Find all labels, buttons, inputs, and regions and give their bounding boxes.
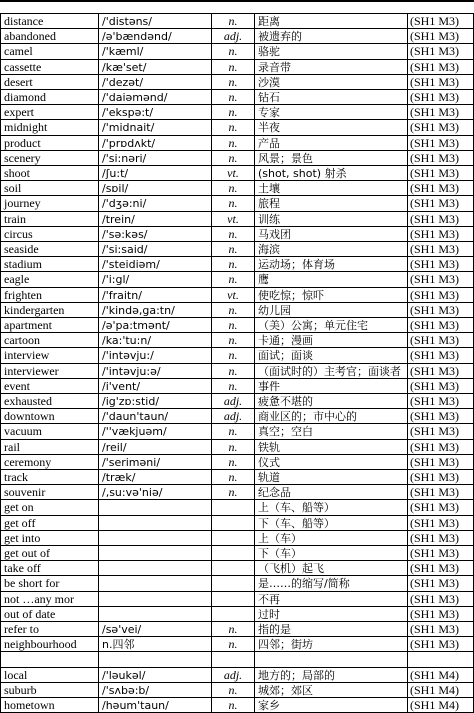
word-cell: downtown	[0, 409, 98, 423]
part-of-speech-cell: adj.	[211, 394, 254, 408]
table-row	[0, 317, 474, 332]
part-of-speech-cell: n.	[211, 242, 254, 256]
phonetic-cell: /'daun'taun/	[98, 409, 211, 423]
phonetic-cell: /'dezət/	[98, 75, 211, 89]
part-of-speech-cell: n.	[211, 424, 254, 438]
unit-cell: (SH1 M3)	[407, 90, 474, 104]
meaning-cell: 土壤	[254, 181, 407, 195]
word-cell: get on	[0, 500, 98, 514]
phonetic-cell: /'dʒə:ni/	[98, 196, 211, 210]
unit-cell: (SH1 M3)	[407, 531, 474, 545]
part-of-speech-cell: n.	[211, 90, 254, 104]
word-cell: stadium	[0, 257, 98, 271]
part-of-speech-cell	[211, 531, 254, 545]
phonetic-cell: n.四邻	[98, 637, 211, 651]
part-of-speech-cell	[211, 652, 254, 666]
table-row	[0, 43, 474, 58]
meaning-cell: 城郊；郊区	[254, 683, 407, 697]
phonetic-cell	[98, 652, 211, 666]
meaning-cell: 是……的缩写/简称	[254, 576, 407, 590]
meaning-cell: 真空；空白	[254, 424, 407, 438]
table-row	[0, 226, 474, 241]
table-row	[0, 165, 474, 180]
word-cell: desert	[0, 75, 98, 89]
part-of-speech-cell: n.	[211, 470, 254, 484]
meaning-cell: （面试时的）主考官；面谈者	[254, 364, 407, 378]
meaning-cell: 指的是	[254, 622, 407, 636]
unit-cell: (SH1 M3)	[407, 105, 474, 119]
part-of-speech-cell: n.	[211, 440, 254, 454]
table-row	[0, 150, 474, 165]
unit-cell: (SH1 M3)	[407, 181, 474, 195]
word-cell: hometown	[0, 698, 98, 712]
meaning-cell: 下（车）	[254, 546, 407, 560]
table-row	[0, 89, 474, 104]
part-of-speech-cell	[211, 592, 254, 606]
table-row	[0, 682, 474, 697]
unit-cell: (SH1 M3)	[407, 120, 474, 134]
table-row	[0, 241, 474, 256]
phonetic-cell	[98, 531, 211, 545]
meaning-cell: 专家	[254, 105, 407, 119]
unit-cell: (SH1 M3)	[407, 455, 474, 469]
word-cell: suburb	[0, 683, 98, 697]
phonetic-cell: /'ekspə:t/	[98, 105, 211, 119]
unit-cell: (SH1 M3)	[407, 272, 474, 286]
part-of-speech-cell	[211, 516, 254, 530]
meaning-cell: 训练	[254, 212, 407, 226]
meaning-cell: 上（车）	[254, 531, 407, 545]
word-cell: midnight	[0, 120, 98, 134]
part-of-speech-cell	[211, 546, 254, 560]
word-cell: product	[0, 136, 98, 150]
table-row	[0, 408, 474, 423]
part-of-speech-cell: n.	[211, 622, 254, 636]
word-cell: be short for	[0, 576, 98, 590]
meaning-cell: 不再	[254, 592, 407, 606]
word-cell: journey	[0, 196, 98, 210]
phonetic-cell	[98, 500, 211, 514]
word-cell: diamond	[0, 90, 98, 104]
phonetic-cell: /ə'pa:tmənt/	[98, 318, 211, 332]
unit-cell: (SH1 M3)	[407, 136, 474, 150]
unit-cell: (SH1 M4)	[407, 683, 474, 697]
word-cell: kindergarten	[0, 303, 98, 317]
part-of-speech-cell	[211, 607, 254, 621]
meaning-cell: 纪念品	[254, 485, 407, 499]
phonetic-cell: /'i:gl/	[98, 272, 211, 286]
meaning-cell: 疲惫不堪的	[254, 394, 407, 408]
word-cell: interviewer	[0, 364, 98, 378]
unit-cell: (SH1 M3)	[407, 227, 474, 241]
meaning-cell: 仪式	[254, 455, 407, 469]
meaning-cell: 四邻；街坊	[254, 637, 407, 651]
phonetic-cell: /'prɒdʌkt/	[98, 136, 211, 150]
table-row	[0, 135, 474, 150]
unit-cell: (SH1 M3)	[407, 14, 474, 28]
part-of-speech-cell	[211, 561, 254, 575]
meaning-cell: 轨道	[254, 470, 407, 484]
meaning-cell: （飞机）起飞	[254, 561, 407, 575]
part-of-speech-cell: n.	[211, 136, 254, 150]
word-cell: frighten	[0, 288, 98, 302]
meaning-cell: 幼儿园	[254, 303, 407, 317]
unit-cell: (SH1 M3)	[407, 622, 474, 636]
word-cell: camel	[0, 44, 98, 58]
part-of-speech-cell: vt.	[211, 212, 254, 226]
unit-cell: (SH1 M3)	[407, 318, 474, 332]
phonetic-cell: /həum'taun/	[98, 698, 211, 712]
unit-cell: (SH1 M3)	[407, 196, 474, 210]
phonetic-cell: /'daiəmənd/	[98, 90, 211, 104]
part-of-speech-cell: n.	[211, 120, 254, 134]
table-row	[0, 499, 474, 514]
table-row	[0, 302, 474, 317]
phonetic-cell: /''vækjuəm/	[98, 424, 211, 438]
phonetic-cell: /'intəvju:ə/	[98, 364, 211, 378]
meaning-cell: 鹰	[254, 272, 407, 286]
table-row	[0, 545, 474, 560]
word-cell: refer to	[0, 622, 98, 636]
word-cell: event	[0, 379, 98, 393]
unit-cell: (SH1 M3)	[407, 470, 474, 484]
table-row	[0, 180, 474, 195]
word-cell: get into	[0, 531, 98, 545]
word-cell: seaside	[0, 242, 98, 256]
meaning-cell: 商业区的；市中心的	[254, 409, 407, 423]
unit-cell: (SH1 M3)	[407, 576, 474, 590]
word-cell	[0, 652, 98, 666]
word-cell: get out of	[0, 546, 98, 560]
part-of-speech-cell: n.	[211, 455, 254, 469]
table-row	[0, 530, 474, 545]
word-cell: soil	[0, 181, 98, 195]
word-cell: get off	[0, 516, 98, 530]
meaning-cell: （美）公寓；单元住宅	[254, 318, 407, 332]
part-of-speech-cell	[211, 576, 254, 590]
meaning-cell: (shot, shot) 射杀	[254, 166, 407, 180]
unit-cell: (SH1 M3)	[407, 44, 474, 58]
meaning-cell: 旅程	[254, 196, 407, 210]
unit-cell: (SH1 M3)	[407, 440, 474, 454]
table-row	[0, 636, 474, 651]
part-of-speech-cell: n.	[211, 60, 254, 74]
phonetic-cell	[98, 607, 211, 621]
word-cell: not …any mor	[0, 592, 98, 606]
word-cell: apartment	[0, 318, 98, 332]
table-row	[0, 591, 474, 606]
unit-cell: (SH1 M3)	[407, 485, 474, 499]
phonetic-cell	[98, 561, 211, 575]
word-cell: circus	[0, 227, 98, 241]
word-cell: vacuum	[0, 424, 98, 438]
unit-cell: (SH1 M3)	[407, 348, 474, 362]
table-row	[0, 271, 474, 286]
table-row	[0, 560, 474, 575]
unit-cell: (SH1 M3)	[407, 333, 474, 347]
unit-cell: (SH1 M3)	[407, 212, 474, 226]
meaning-cell: 使吃惊；惊吓	[254, 288, 407, 302]
phonetic-cell: /ʃu:t/	[98, 166, 211, 180]
part-of-speech-cell: vt.	[211, 166, 254, 180]
unit-cell: (SH1 M3)	[407, 561, 474, 575]
table-row	[0, 211, 474, 226]
table-row	[0, 74, 474, 89]
unit-cell: (SH1 M3)	[407, 637, 474, 651]
meaning-cell: 马戏团	[254, 227, 407, 241]
word-cell: cartoon	[0, 333, 98, 347]
part-of-speech-cell: n.	[211, 196, 254, 210]
unit-cell: (SH1 M3)	[407, 516, 474, 530]
phonetic-cell: /ig'zɒ:stid/	[98, 394, 211, 408]
unit-cell: (SH1 M3)	[407, 75, 474, 89]
table-row	[0, 621, 474, 636]
phonetic-cell: /'si:said/	[98, 242, 211, 256]
word-cell: train	[0, 212, 98, 226]
table-row	[0, 104, 474, 119]
part-of-speech-cell: n.	[211, 257, 254, 271]
table-row	[0, 256, 474, 271]
meaning-cell: 卡通；漫画	[254, 333, 407, 347]
unit-cell: (SH1 M3)	[407, 151, 474, 165]
meaning-cell	[254, 652, 407, 666]
phonetic-cell	[98, 516, 211, 530]
part-of-speech-cell: n.	[211, 364, 254, 378]
word-cell: local	[0, 668, 98, 682]
phonetic-cell	[98, 546, 211, 560]
meaning-cell: 录音带	[254, 60, 407, 74]
word-cell: eagle	[0, 272, 98, 286]
part-of-speech-cell: n.	[211, 151, 254, 165]
word-cell: take off	[0, 561, 98, 575]
phonetic-cell: /'kində,ga:tn/	[98, 303, 211, 317]
unit-cell: (SH1 M3)	[407, 592, 474, 606]
part-of-speech-cell: n.	[211, 14, 254, 28]
table-row	[0, 347, 474, 362]
table-row	[0, 363, 474, 378]
phonetic-cell: /kæ'set/	[98, 60, 211, 74]
meaning-cell: 事件	[254, 379, 407, 393]
part-of-speech-cell: n.	[211, 637, 254, 651]
unit-cell: (SH1 M3)	[407, 60, 474, 74]
phonetic-cell: /'midnait/	[98, 120, 211, 134]
unit-cell: (SH1 M3)	[407, 394, 474, 408]
part-of-speech-cell: n.	[211, 333, 254, 347]
part-of-speech-cell: n.	[211, 348, 254, 362]
word-cell: neighbourhood	[0, 637, 98, 651]
word-cell: track	[0, 470, 98, 484]
table-row	[0, 119, 474, 134]
word-cell: interview	[0, 348, 98, 362]
table-row	[0, 575, 474, 590]
meaning-cell: 运动场；体育场	[254, 257, 407, 271]
meaning-cell: 海滨	[254, 242, 407, 256]
word-cell: rail	[0, 440, 98, 454]
meaning-cell: 骆驼	[254, 44, 407, 58]
phonetic-cell	[98, 592, 211, 606]
meaning-cell: 半夜	[254, 120, 407, 134]
phonetic-cell: /'distəns/	[98, 14, 211, 28]
meaning-cell: 面试；面谈	[254, 348, 407, 362]
table-row	[0, 195, 474, 210]
word-cell: souvenir	[0, 485, 98, 499]
phonetic-cell: /ka:'tu:n/	[98, 333, 211, 347]
table-row	[0, 287, 474, 302]
part-of-speech-cell: n.	[211, 44, 254, 58]
meaning-cell: 铁轨	[254, 440, 407, 454]
phonetic-cell: /'sə:kəs/	[98, 227, 211, 241]
meaning-cell: 沙漠	[254, 75, 407, 89]
part-of-speech-cell: n.	[211, 75, 254, 89]
phonetic-cell: /trein/	[98, 212, 211, 226]
part-of-speech-cell: n.	[211, 272, 254, 286]
part-of-speech-cell: vt.	[211, 288, 254, 302]
meaning-cell: 被遗弃的	[254, 29, 407, 43]
phonetic-cell: /'si:nəri/	[98, 151, 211, 165]
meaning-cell: 产品	[254, 136, 407, 150]
word-cell: shoot	[0, 166, 98, 180]
meaning-cell: 上（车、船等）	[254, 500, 407, 514]
phonetic-cell: /,su:və'niə/	[98, 485, 211, 499]
word-cell: cassette	[0, 60, 98, 74]
phonetic-cell: /'ləukəl/	[98, 668, 211, 682]
unit-cell: (SH1 M3)	[407, 500, 474, 514]
unit-cell: (SH1 M3)	[407, 166, 474, 180]
meaning-cell: 过时	[254, 607, 407, 621]
word-cell: distance	[0, 14, 98, 28]
phonetic-cell: /'fraitn/	[98, 288, 211, 302]
unit-cell	[407, 652, 474, 666]
phonetic-cell: /'steidiəm/	[98, 257, 211, 271]
meaning-cell: 距离	[254, 14, 407, 28]
meaning-cell: 下（车、船等）	[254, 516, 407, 530]
table-row	[0, 378, 474, 393]
part-of-speech-cell: n.	[211, 698, 254, 712]
table-row	[0, 13, 474, 28]
part-of-speech-cell: n.	[211, 303, 254, 317]
unit-cell: (SH1 M4)	[407, 668, 474, 682]
table-row	[0, 469, 474, 484]
phonetic-cell: /reil/	[98, 440, 211, 454]
unit-cell: (SH1 M3)	[407, 242, 474, 256]
table-row	[0, 393, 474, 408]
phonetic-cell	[98, 576, 211, 590]
part-of-speech-cell: n.	[211, 683, 254, 697]
unit-cell: (SH1 M3)	[407, 607, 474, 621]
table-row	[0, 606, 474, 621]
table-row	[0, 332, 474, 347]
table-row	[0, 697, 474, 712]
phonetic-cell: /i'vent/	[98, 379, 211, 393]
table-row	[0, 28, 474, 43]
word-cell: ceremony	[0, 455, 98, 469]
phonetic-cell: /sə'vei/	[98, 622, 211, 636]
phonetic-cell: /sɒil/	[98, 181, 211, 195]
phonetic-cell: /træk/	[98, 470, 211, 484]
meaning-cell: 地方的；局部的	[254, 668, 407, 682]
phonetic-cell: /'kæml/	[98, 44, 211, 58]
part-of-speech-cell: n.	[211, 318, 254, 332]
table-row	[0, 59, 474, 74]
word-cell: exhausted	[0, 394, 98, 408]
blank-row	[0, 651, 474, 666]
part-of-speech-cell: adj.	[211, 29, 254, 43]
part-of-speech-cell: adj.	[211, 668, 254, 682]
part-of-speech-cell: n.	[211, 181, 254, 195]
table-row	[0, 423, 474, 438]
table-top-border	[0, 0, 474, 2]
table-row	[0, 454, 474, 469]
unit-cell: (SH1 M3)	[407, 409, 474, 423]
unit-cell: (SH1 M3)	[407, 288, 474, 302]
meaning-cell: 家乡	[254, 698, 407, 712]
phonetic-cell: /'sʌbə:b/	[98, 683, 211, 697]
unit-cell: (SH1 M3)	[407, 424, 474, 438]
part-of-speech-cell: n.	[211, 227, 254, 241]
unit-cell: (SH1 M3)	[407, 546, 474, 560]
unit-cell: (SH1 M3)	[407, 29, 474, 43]
unit-cell: (SH1 M4)	[407, 698, 474, 712]
part-of-speech-cell: n.	[211, 379, 254, 393]
meaning-cell: 钻石	[254, 90, 407, 104]
phonetic-cell: /'seriməni/	[98, 455, 211, 469]
part-of-speech-cell	[211, 500, 254, 514]
word-cell: scenery	[0, 151, 98, 165]
meaning-cell: 风景；景色	[254, 151, 407, 165]
unit-cell: (SH1 M3)	[407, 364, 474, 378]
table-row	[0, 484, 474, 499]
unit-cell: (SH1 M3)	[407, 379, 474, 393]
part-of-speech-cell: n.	[211, 105, 254, 119]
phonetic-cell: /'intəvju:/	[98, 348, 211, 362]
unit-cell: (SH1 M3)	[407, 303, 474, 317]
word-cell: out of date	[0, 607, 98, 621]
part-of-speech-cell: adj.	[211, 409, 254, 423]
table-row	[0, 439, 474, 454]
unit-cell: (SH1 M3)	[407, 257, 474, 271]
table-row	[0, 667, 474, 682]
part-of-speech-cell: n.	[211, 485, 254, 499]
word-cell: expert	[0, 105, 98, 119]
table-row	[0, 515, 474, 530]
phonetic-cell: /ə'bændənd/	[98, 29, 211, 43]
word-cell: abandoned	[0, 29, 98, 43]
